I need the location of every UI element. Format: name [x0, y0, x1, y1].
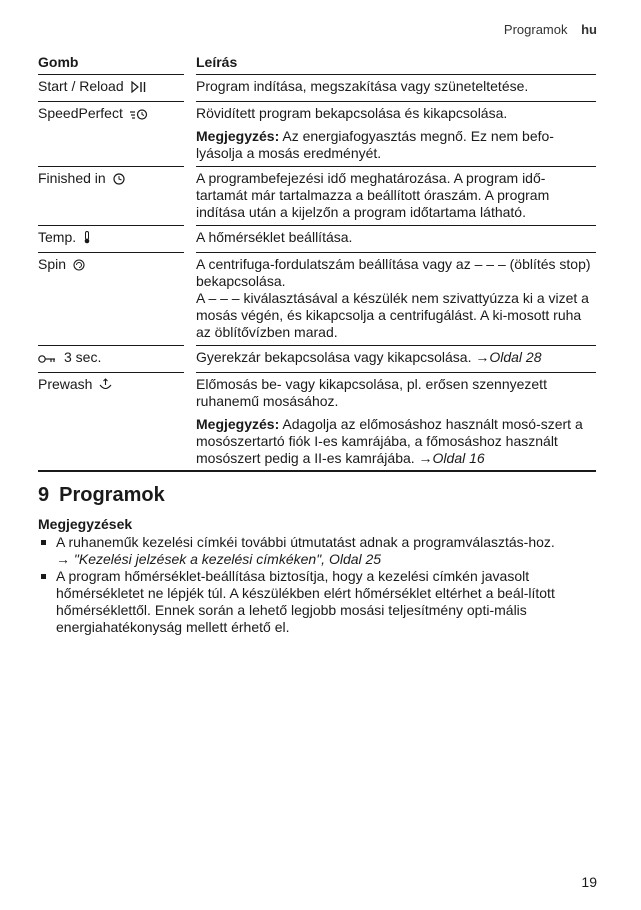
- row-description: Gyerekzár bekapcsolása vagy kikapcsolása. →Oldal 28: [196, 349, 542, 365]
- spin-icon: [73, 258, 85, 275]
- notes-list: [38, 534, 596, 636]
- row-description: A programbefejezési idő meghatározása. A program idő-tartamát már tartalmazza a beállított óraszám. A program indítása után a kijelzőn a program időtartama látható.: [196, 170, 550, 220]
- table-row: [38, 373, 596, 472]
- table-row: [38, 346, 596, 373]
- row-note: [196, 416, 596, 467]
- note-label: Megjegyzés:: [196, 416, 280, 432]
- note-label: Megjegyzés:: [196, 128, 280, 144]
- controls-table: [38, 52, 596, 472]
- note-text: Az energiafogyasztás megnő. Ez nem befo-lyásolja a mosás eredményét.: [196, 128, 554, 161]
- prewash-icon: [99, 378, 112, 395]
- row-description: A hőmérséklet beállítása.: [196, 229, 353, 245]
- play-pause-icon: [131, 80, 147, 97]
- row-note: [196, 128, 596, 162]
- thermometer-icon: [83, 231, 91, 248]
- note-item-text: A ruhaneműk kezelési címkéi további útmutatást adnak a programválasztás-hoz.: [56, 534, 555, 550]
- page-reference-link[interactable]: →Oldal 28: [475, 349, 542, 365]
- table-header-row: [38, 52, 596, 75]
- page-reference-link[interactable]: →Oldal 16: [418, 450, 485, 466]
- table-row: [38, 253, 596, 346]
- header-language: hu: [581, 22, 597, 37]
- section-number: 9: [38, 484, 50, 506]
- section-heading: [38, 470, 596, 507]
- notes-title: Megjegyzések: [38, 516, 133, 532]
- header-button: Gomb: [38, 52, 190, 75]
- row-description: A centrifuga-fordulatszám beállítása vagy az – – – (öblítés stop) bekapcsolása.: [196, 256, 591, 289]
- button-name: 3 sec.: [64, 349, 102, 365]
- button-name: Spin: [38, 256, 67, 272]
- clock-icon: [113, 172, 125, 189]
- table-row: [38, 102, 596, 167]
- speedperfect-clock-icon: [130, 107, 148, 124]
- table-row: [38, 75, 596, 102]
- row-description: Előmosás be- vagy kikapcsolása, pl. erősen szennyezett ruhanemű mosásához.: [196, 376, 547, 409]
- page-header: [504, 22, 597, 37]
- button-name: Prewash: [38, 376, 93, 392]
- cross-reference-link[interactable]: → "Kezelési jelzések a kezelési címkéken", Oldal 25: [56, 551, 382, 567]
- notes-block: [38, 516, 596, 636]
- table-row: [38, 226, 596, 253]
- header-section: Programok: [503, 22, 568, 37]
- section-title: Programok: [59, 484, 165, 506]
- button-name: Finished in: [38, 170, 106, 186]
- table-row: [38, 167, 596, 226]
- page-number: 19: [581, 874, 597, 890]
- note-text: Adagolja az előmosáshoz használt mosó-szert a mosószertartó fiók I-es kamrájába, a főmosáshoz használt mosószert pedig a II-es kamrájába.: [196, 416, 583, 466]
- button-name: Start / Reload: [38, 78, 124, 94]
- list-item: [38, 568, 596, 636]
- row-description: Program indítása, megszakítása vagy szüneteltetése.: [196, 78, 529, 94]
- button-name: Temp.: [38, 229, 77, 245]
- key-icon: [38, 351, 56, 368]
- note-item-text: A program hőmérséklet-beállítása biztosítja, hogy a kezelési címkén javasolt hőmérsékletet ne lépjék túl. A készülékben elért hőmérséklet eltérhet a beál-lított hőmérséklettől. Ennek során a lehető legjobb mosási teljesítmény opti-mális energiahatékonyság mellett érhető el.: [56, 568, 555, 635]
- row-description: Rövidített program bekapcsolása és kikapcsolása.: [196, 105, 508, 121]
- list-item: [38, 534, 596, 568]
- row-description-2: A – – – kiválasztásával a készülék nem szivattyúzza ki a vizet a mosás végén, és kikapcsolja a centrifugálást. A ki-mosott ruha az öblítővízben marad.: [196, 290, 589, 340]
- header-description: Leírás: [190, 52, 596, 75]
- button-name: SpeedPerfect: [38, 105, 123, 121]
